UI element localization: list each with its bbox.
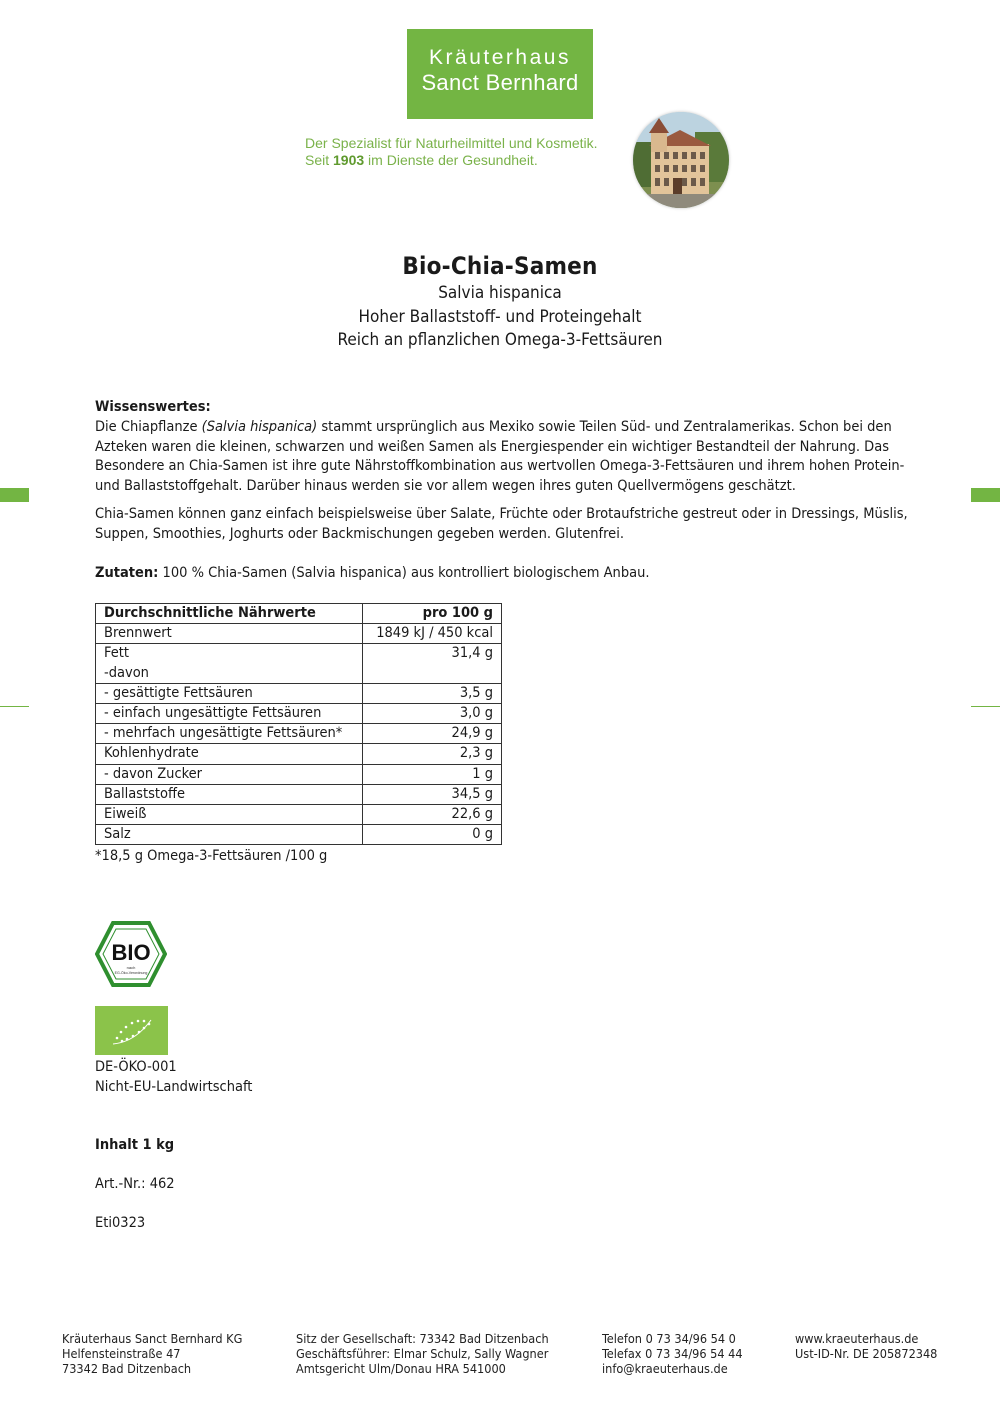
info-section: [95, 398, 915, 497]
info-heading: Wissenswertes:: [95, 399, 211, 415]
footer-company: Kräuterhaus Sanct Bernhard KG Helfensteinstraße 47 73342 Bad Ditzenbach: [62, 1331, 243, 1376]
product-latin-name: Salvia hispanica: [438, 283, 562, 303]
nutrition-table: [95, 603, 502, 845]
brand-line-2: Sanct Bernhard: [421, 70, 579, 95]
bio-seal-label: BIO: [111, 940, 151, 965]
brand-logo: [407, 29, 593, 119]
footer-contact: Telefon 0 73 34/96 54 0 Telefax 0 73 34/96 54 44 info@kraeuterhaus.de: [602, 1331, 743, 1376]
tagline-line-1: Der Spezialist für Naturheilmittel und Kosmetik.: [305, 135, 598, 151]
table-row: Ballaststoffe 34,5 g: [96, 784, 502, 804]
product-header: [0, 250, 1000, 353]
left-punch-marker: [0, 706, 29, 707]
footer-email: info@kraeuterhaus.de: [602, 1361, 728, 1376]
footer-web: www.kraeuterhaus.de Ust-ID-Nr. DE 205872348: [795, 1331, 938, 1361]
right-punch-marker: [971, 706, 1000, 707]
product-claim-1: Hoher Ballaststoff- und Proteingehalt: [358, 306, 642, 327]
table-row: Brennwert 1849 kJ / 450 kcal: [96, 624, 502, 644]
ingredients-label: Zutaten:: [95, 565, 159, 581]
bio-seal-sub-1: nach: [126, 965, 136, 970]
product-title: Bio-Chia-Samen: [402, 252, 598, 280]
certification-info: [95, 1058, 252, 1098]
table-row: Kohlenhydrate 2,3 g: [96, 744, 502, 764]
info-paragraph-2: Chia-Samen können ganz einfach beispielsweise über Salate, Früchte oder Brotaufstriche gestreut oder in Dressings, Müslis, Suppen, Smoothies, Joghurts oder Backmischungen gegeben werden. Glutenfrei.: [95, 506, 908, 542]
bio-seal-sub-2: EG-Öko-Verordnung: [114, 971, 148, 975]
product-claim-2: Reich an pflanzlichen Omega-3-Fettsäuren: [337, 330, 663, 350]
footer-legal: Sitz der Gesellschaft: 73342 Bad Ditzenbach Geschäftsführer: Elmar Schulz, Sally Wagner Amtsgericht Ulm/Donau HRA 541000: [296, 1331, 549, 1376]
tagline-line-2: Seit 1903 im Dienste der Gesundheit.: [305, 152, 538, 168]
table-header-label: Durchschnittliche Nährwerte: [96, 604, 363, 624]
table-row: - davon Zucker 1 g: [96, 764, 502, 784]
brand-line-1: Kräuterhaus: [429, 46, 571, 69]
ingredients: [95, 564, 915, 584]
eu-organic-leaf-icon: [95, 1006, 168, 1055]
footer-website: www.kraeuterhaus.de: [795, 1331, 919, 1346]
certification-origin: Nicht-EU-Landwirtschaft: [95, 1078, 253, 1095]
table-row: Salz 0 g: [96, 825, 502, 845]
table-header-value: pro 100 g: [363, 604, 502, 624]
table-row: - gesättigte Fettsäuren 3,5 g: [96, 683, 502, 703]
certification-code: DE-ÖKO-001: [95, 1059, 177, 1075]
info-paragraph-1: Die Chiapflanze (Salvia hispanica) stammt ursprünglich aus Mexiko sowie Teilen Süd- und Zentralamerikas. Schon bei den Azteken waren die kleinen, schwarzen und weißen Samen als Energiespender ein wichtiger Bestandteil der Nahrung. Das Besondere an Chia-Samen ist ihre gute Nährstoffkombination aus wertvollen Omega-3-Fettsäuren und ihrem hohen Protein- und Ballaststoffgehalt. Darüber hinaus werden sie vor allem wegen ihres guten Quellvermögens geschätzt.: [95, 418, 905, 495]
ingredients-text: 100 % Chia-Samen (Salvia hispanica) aus kontrolliert biologischem Anbau.: [158, 565, 650, 581]
content-amount: Inhalt 1 kg: [95, 1137, 175, 1153]
latin-name-italic: (Salvia hispanica): [201, 418, 318, 435]
tagline-year: 1903: [333, 152, 365, 168]
nutrition-footnote: *18,5 g Omega-3-Fettsäuren /100 g: [95, 848, 328, 864]
table-row: Fett -davon 31,4 g: [96, 644, 502, 683]
building-photo: [633, 112, 729, 208]
table-row: Eiweiß 22,6 g: [96, 805, 502, 825]
bio-seal-icon: [95, 921, 167, 987]
label-code: Eti0323: [95, 1215, 146, 1231]
article-number: Art.-Nr.: 462: [95, 1176, 175, 1192]
right-fold-marker: [971, 488, 1000, 502]
table-row: - mehrfach ungesättigte Fettsäuren* 24,9 g: [96, 724, 502, 744]
brand-tagline: [305, 135, 635, 169]
table-header-row: [96, 604, 502, 624]
table-row: - einfach ungesättigte Fettsäuren 3,0 g: [96, 704, 502, 724]
left-fold-marker: [0, 488, 29, 502]
